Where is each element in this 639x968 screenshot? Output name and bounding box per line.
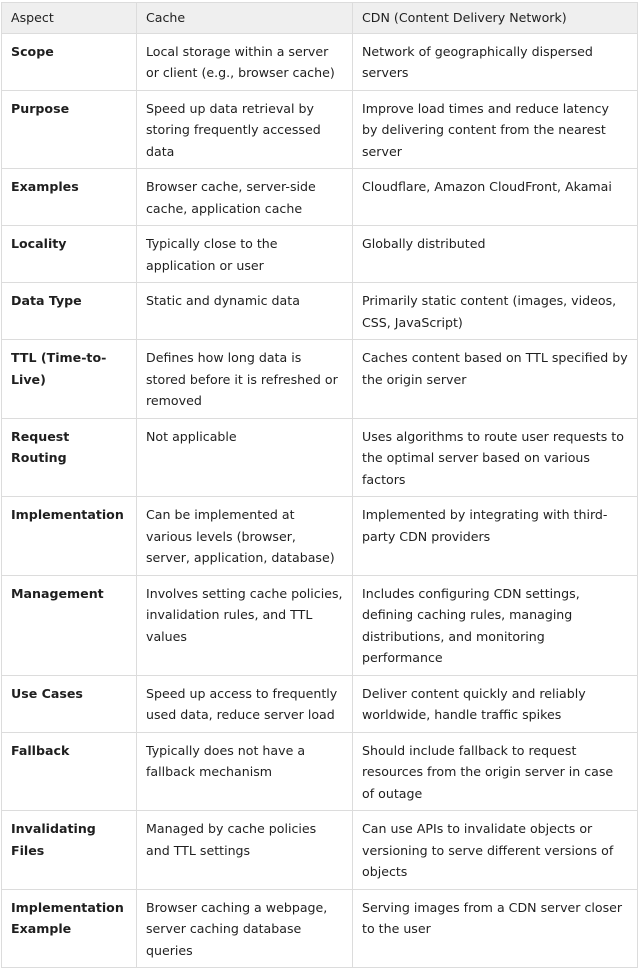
row-cdn-cell: Serving images from a CDN server closer to the user <box>353 889 638 968</box>
row-aspect-cell: Examples <box>2 169 137 226</box>
row-cache-cell: Browser caching a webpage, server caching database queries <box>137 889 353 968</box>
cache-vs-cdn-table <box>1 2 638 968</box>
row-cdn-cell: Caches content based on TTL specified by the origin server <box>353 340 638 419</box>
row-aspect-cell: Implementation <box>2 497 137 576</box>
row-cache-cell: Can be implemented at various levels (browser, server, application, database) <box>137 497 353 576</box>
table-row <box>2 732 638 811</box>
row-cache-cell: Defines how long data is stored before it is refreshed or removed <box>137 340 353 419</box>
row-aspect-cell: Purpose <box>2 90 137 169</box>
comparison-table-container <box>1 2 638 968</box>
row-cdn-cell: Should include fallback to request resources from the origin server in case of outage <box>353 732 638 811</box>
table-row <box>2 169 638 226</box>
row-aspect-cell: TTL (Time-to-Live) <box>2 340 137 419</box>
table-row <box>2 226 638 283</box>
row-cdn-cell: Deliver content quickly and reliably worldwide, handle traffic spikes <box>353 675 638 732</box>
row-cdn-cell: Uses algorithms to route user requests to the optimal server based on various factors <box>353 418 638 497</box>
row-cache-cell: Browser cache, server-side cache, application cache <box>137 169 353 226</box>
header-cache: Cache <box>137 3 353 34</box>
table-row <box>2 497 638 576</box>
table-row <box>2 675 638 732</box>
row-aspect-cell: Locality <box>2 226 137 283</box>
row-cdn-cell: Globally distributed <box>353 226 638 283</box>
header-row <box>2 3 638 34</box>
row-cdn-cell: Primarily static content (images, videos, CSS, JavaScript) <box>353 283 638 340</box>
header-cdn: CDN (Content Delivery Network) <box>353 3 638 34</box>
header-aspect: Aspect <box>2 3 137 34</box>
table-row <box>2 889 638 968</box>
row-aspect-cell: Use Cases <box>2 675 137 732</box>
row-cache-cell: Local storage within a server or client (e.g., browser cache) <box>137 33 353 90</box>
row-aspect-cell: Data Type <box>2 283 137 340</box>
row-cdn-cell: Can use APIs to invalidate objects or versioning to serve different versions of objects <box>353 811 638 890</box>
row-cdn-cell: Implemented by integrating with third-party CDN providers <box>353 497 638 576</box>
row-cdn-cell: Improve load times and reduce latency by delivering content from the nearest server <box>353 90 638 169</box>
row-cache-cell: Managed by cache policies and TTL settings <box>137 811 353 890</box>
row-cdn-cell: Includes configuring CDN settings, defining caching rules, managing distributions, and monitoring performance <box>353 575 638 675</box>
row-cache-cell: Speed up data retrieval by storing frequently accessed data <box>137 90 353 169</box>
row-cache-cell: Typically close to the application or user <box>137 226 353 283</box>
row-aspect-cell: Request Routing <box>2 418 137 497</box>
row-aspect-cell: Management <box>2 575 137 675</box>
row-cache-cell: Typically does not have a fallback mechanism <box>137 732 353 811</box>
row-cdn-cell: Cloudflare, Amazon CloudFront, Akamai <box>353 169 638 226</box>
table-row <box>2 33 638 90</box>
row-cache-cell: Involves setting cache policies, invalidation rules, and TTL values <box>137 575 353 675</box>
row-aspect-cell: Implementation Example <box>2 889 137 968</box>
table-row <box>2 418 638 497</box>
row-aspect-cell: Scope <box>2 33 137 90</box>
row-aspect-cell: Invalidating Files <box>2 811 137 890</box>
table-body <box>2 33 638 968</box>
table-row <box>2 283 638 340</box>
table-row <box>2 90 638 169</box>
table-row <box>2 811 638 890</box>
table-row <box>2 340 638 419</box>
row-aspect-cell: Fallback <box>2 732 137 811</box>
row-cache-cell: Not applicable <box>137 418 353 497</box>
row-cache-cell: Static and dynamic data <box>137 283 353 340</box>
table-row <box>2 575 638 675</box>
row-cache-cell: Speed up access to frequently used data, reduce server load <box>137 675 353 732</box>
row-cdn-cell: Network of geographically dispersed servers <box>353 33 638 90</box>
